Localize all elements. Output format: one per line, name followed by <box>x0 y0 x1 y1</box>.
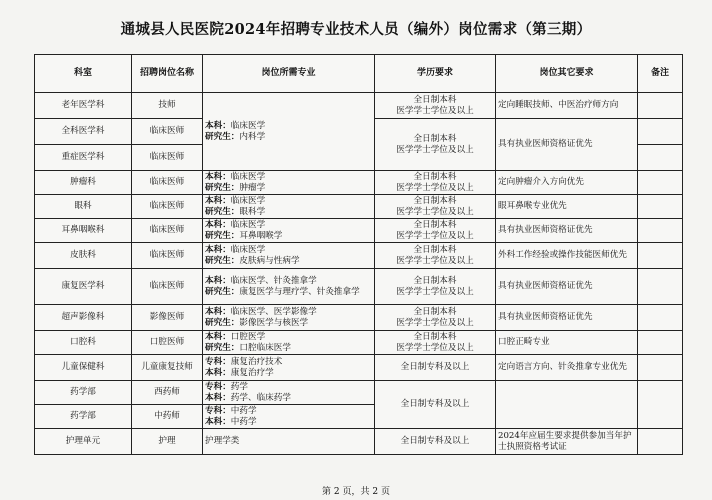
post-cell: 临床医师 <box>132 269 203 305</box>
dept-cell: 肿瘤科 <box>35 171 132 195</box>
table-row <box>35 195 683 219</box>
edu-cell: 全日制本科 医学学士学位及以上 <box>375 219 496 243</box>
page-title: 通城县人民医院2024年招聘专业技术人员（编外）岗位需求（第三期） <box>120 21 592 38</box>
table-row <box>35 171 683 195</box>
major-cell: 本科：临床医学 研究生：耳鼻咽喉学 <box>203 219 375 243</box>
post-cell: 临床医师 <box>132 171 203 195</box>
post-cell: 临床医师 <box>132 119 203 145</box>
post-cell: 影像医师 <box>132 305 203 331</box>
dept-cell: 全科医学科 <box>35 119 132 145</box>
note-cell <box>638 381 683 429</box>
post-cell: 临床医师 <box>132 219 203 243</box>
header-edu: 学历要求 <box>375 55 496 93</box>
other-req-cell <box>496 381 638 429</box>
job-requirements-table <box>34 54 683 455</box>
edu-cell: 全日制专科及以上 <box>375 381 496 429</box>
post-cell: 技师 <box>132 93 203 119</box>
other-req-cell: 2024年应届生要求提供参加当年护士执照资格考试证 <box>496 429 638 455</box>
note-cell <box>638 269 683 305</box>
dept-cell: 耳鼻咽喉科 <box>35 219 132 243</box>
header-other: 岗位其它要求 <box>496 55 638 93</box>
other-req-cell: 定向语言方向、针灸推拿专业优先 <box>496 355 638 381</box>
edu-cell: 全日制本科 医学学士学位及以上 <box>375 171 496 195</box>
table-row <box>35 429 683 455</box>
post-cell: 儿童康复技师 <box>132 355 203 381</box>
note-cell <box>638 93 683 119</box>
post-cell: 口腔医师 <box>132 331 203 355</box>
note-cell <box>638 429 683 455</box>
note-cell <box>638 119 683 145</box>
dept-cell: 超声影像科 <box>35 305 132 331</box>
edu-cell: 全日制本科 医学学士学位及以上 <box>375 331 496 355</box>
other-req-cell: 具有执业医师资格证优先 <box>496 119 638 171</box>
major-cell: 本科：临床医学 研究生：皮肤病与性病学 <box>203 243 375 269</box>
table-row <box>35 93 683 119</box>
post-cell: 中药师 <box>132 405 203 429</box>
major-cell: 本科：临床医学 研究生：肿瘤学 <box>203 171 375 195</box>
post-cell: 西药师 <box>132 381 203 405</box>
major-cell: 护理学类 <box>203 429 375 455</box>
edu-cell: 全日制本科 医学学士学位及以上 <box>375 243 496 269</box>
other-req-cell: 具有执业医师资格证优先 <box>496 305 638 331</box>
post-cell: 临床医师 <box>132 145 203 171</box>
other-req-cell: 具有执业医师资格证优先 <box>496 219 638 243</box>
table-row <box>35 219 683 243</box>
header-dept: 科室 <box>35 55 132 93</box>
note-cell <box>638 355 683 381</box>
other-req-cell: 眼耳鼻喉专业优先 <box>496 195 638 219</box>
table-row <box>35 331 683 355</box>
major-cell: 专科：中药学 本科：中药学 <box>203 405 375 429</box>
dept-cell: 眼科 <box>35 195 132 219</box>
header-post: 招聘岗位名称 <box>132 55 203 93</box>
note-cell <box>638 171 683 195</box>
table-row <box>35 243 683 269</box>
header-note: 备注 <box>638 55 683 93</box>
edu-cell: 全日制专科及以上 <box>375 355 496 381</box>
edu-cell: 全日制本科 医学学士学位及以上 <box>375 269 496 305</box>
note-cell <box>638 195 683 219</box>
post-cell: 临床医师 <box>132 243 203 269</box>
edu-cell: 全日制本科 医学学士学位及以上 <box>375 195 496 219</box>
header-major: 岗位所需专业 <box>203 55 375 93</box>
dept-cell: 护理单元 <box>35 429 132 455</box>
table-row <box>35 269 683 305</box>
major-cell: 本科：临床医学 研究生：眼科学 <box>203 195 375 219</box>
note-cell <box>638 305 683 331</box>
header-row <box>35 55 683 93</box>
edu-cell: 全日制本科 医学学士学位及以上 <box>375 93 496 119</box>
major-cell: 本科：临床医学 研究生：内科学 <box>203 93 375 171</box>
post-cell: 护理 <box>132 429 203 455</box>
note-cell <box>638 219 683 243</box>
dept-cell: 儿童保健科 <box>35 355 132 381</box>
major-cell: 本科：临床医学、医学影像学 研究生：影像医学与核医学 <box>203 305 375 331</box>
dept-cell: 口腔科 <box>35 331 132 355</box>
dept-cell: 药学部 <box>35 405 132 429</box>
other-req-cell: 口腔正畸专业 <box>496 331 638 355</box>
edu-cell: 全日制本科 医学学士学位及以上 <box>375 119 496 171</box>
other-req-cell: 具有执业医师资格证优先 <box>496 269 638 305</box>
post-cell: 临床医师 <box>132 195 203 219</box>
dept-cell: 重症医学科 <box>35 145 132 171</box>
other-req-cell: 定向肿瘤介入方向优先 <box>496 171 638 195</box>
major-cell: 专科：药学 本科：药学、临床药学 <box>203 381 375 405</box>
edu-cell: 全日制本科 医学学士学位及以上 <box>375 305 496 331</box>
other-req-cell: 外科工作经验或操作技能医师优先 <box>496 243 638 269</box>
note-cell <box>638 331 683 355</box>
major-cell: 本科：口腔医学 研究生：口腔临床医学 <box>203 331 375 355</box>
dept-cell: 老年医学科 <box>35 93 132 119</box>
note-cell <box>638 243 683 269</box>
table-row <box>35 381 683 405</box>
dept-cell: 药学部 <box>35 381 132 405</box>
dept-cell: 皮肤科 <box>35 243 132 269</box>
major-cell: 专科：康复治疗技术 本科：康复治疗学 <box>203 355 375 381</box>
table-row <box>35 355 683 381</box>
dept-cell: 康复医学科 <box>35 269 132 305</box>
major-cell: 本科：临床医学、针灸推拿学 研究生：康复医学与理疗学、针灸推拿学 <box>203 269 375 305</box>
table-row <box>35 305 683 331</box>
page-number: 第 2 页，共 2 页 <box>322 487 390 497</box>
note-cell <box>638 145 683 171</box>
edu-cell: 全日制专科及以上 <box>375 429 496 455</box>
other-req-cell: 定向睡眠技师、中医治疗师方向 <box>496 93 638 119</box>
